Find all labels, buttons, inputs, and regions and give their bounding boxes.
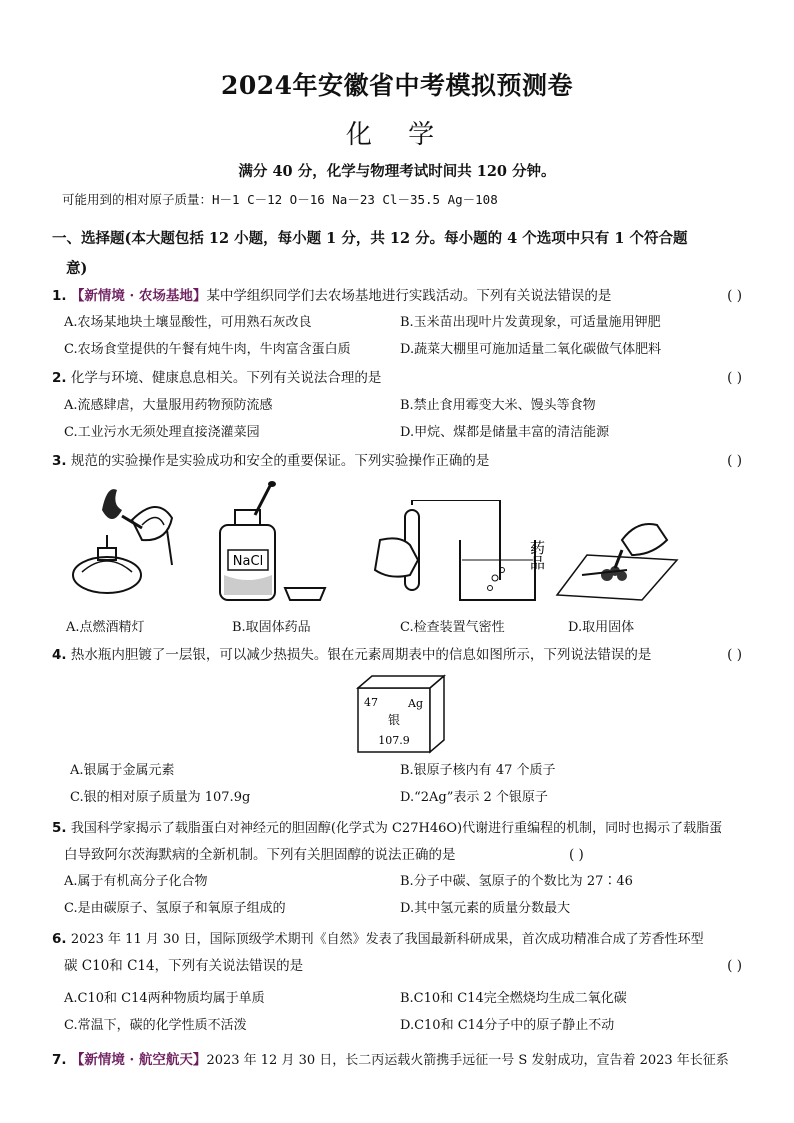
answer-bracket: ( ) <box>727 958 742 974</box>
q3-option-a: A.点燃酒精灯 <box>66 620 145 635</box>
q3-option-d: D.取用固体 <box>568 620 635 635</box>
element-symbol: Ag <box>408 697 423 710</box>
q4-options-row-2 <box>70 785 740 811</box>
q3-figures <box>52 480 752 625</box>
section-heading <box>52 224 742 284</box>
question-stem: 规范的实验操作是实验成功和安全的重要保证。下列实验操作正确的是 <box>70 453 490 469</box>
option-d: D.C10和 C14分子中的原子静止不动 <box>400 1018 615 1033</box>
context-tag: 【新情境 · 航空航天】 <box>70 1052 207 1068</box>
element-cell <box>356 674 446 754</box>
option-a: A.属于有机高分子化合物 <box>64 874 208 889</box>
option-b: B.分子中碳、氢原子的个数比为 27∶46 <box>400 874 633 889</box>
question-stem-line-2: 碳 C10和 C14，下列有关说法错误的是 <box>64 958 304 974</box>
answer-bracket: ( ) <box>727 453 742 469</box>
question-number: 2. <box>52 370 67 386</box>
option-d: D.“2Ag”表示 2 个银原子 <box>400 790 548 805</box>
context-tag: 【新情境 · 农场基地】 <box>70 288 207 304</box>
question-2 <box>52 365 742 391</box>
alcohol-lamp-figure <box>62 480 192 600</box>
question-stem: 热水瓶内胆镀了一层银，可以减少热损失。银在元素周期表中的信息如图所示，下列说法错误的是 <box>70 647 652 663</box>
atomic-number: 47 <box>364 696 378 709</box>
question-5 <box>52 815 742 842</box>
option-a: A.银属于金属元素 <box>70 763 175 778</box>
question-stem: 某中学组织同学们去农场基地进行实践活动。下列有关说法错误的是 <box>206 288 612 304</box>
option-a: A.流感肆虐，大量服用药物预防流感 <box>64 398 273 413</box>
option-c: C.工业污水无须处理直接浇灌菜园 <box>64 425 260 440</box>
question-1 <box>52 283 742 309</box>
q6-options-row-2 <box>64 1013 734 1039</box>
question-number: 4. <box>52 647 67 663</box>
option-b: B.禁止食用霉变大米、馒头等食物 <box>400 398 596 413</box>
answer-bracket: ( ) <box>727 647 742 663</box>
question-6 <box>52 926 742 953</box>
option-c: C.常温下，碳的化学性质不活泼 <box>64 1018 247 1033</box>
q5-options-row-1 <box>64 869 734 895</box>
section-line-1: 一、选择题(本大题包括 12 小题，每小题 1 分，共 12 分。每小题的 4 个选项中只有 1 个符合题 <box>52 230 688 247</box>
question-5-cont <box>64 842 742 868</box>
nacl-bottle-figure <box>210 480 340 610</box>
section-line-2: 意) <box>66 260 88 277</box>
q5-options-row-2 <box>64 896 734 922</box>
q3-option-b: B.取固体药品 <box>232 620 311 635</box>
option-b: B.C10和 C14完全燃烧均生成二氧化碳 <box>400 991 627 1006</box>
answer-bracket: ( ) <box>727 370 742 386</box>
question-stem: 化学与环境、健康息息相关。下列有关说法合理的是 <box>70 370 382 386</box>
q1-options-row-2 <box>64 337 734 363</box>
q4-options-row-1 <box>70 758 740 784</box>
question-stem: 2023 年 12 月 30 日，长二丙运载火箭携手远征一号 S 发射成功，宣告着 2023 年长征系 <box>206 1053 729 1068</box>
q6-options-row-1 <box>64 986 734 1012</box>
option-b: B.银原子核内有 47 个质子 <box>400 763 556 778</box>
q1-options-row-1 <box>64 310 734 336</box>
answer-bracket: ( ) <box>569 847 584 863</box>
element-name: 银 <box>387 713 401 727</box>
option-c: C.是由碳原子、氢原子和氧原子组成的 <box>64 901 286 916</box>
q2-options-row-1 <box>64 393 734 419</box>
drug-label: 药品 <box>528 540 546 570</box>
question-6-cont <box>64 953 742 979</box>
take-solid-figure <box>527 500 687 610</box>
question-4 <box>52 642 742 668</box>
atomic-mass: 107.9 <box>378 734 410 747</box>
question-7 <box>52 1047 742 1074</box>
q3-option-c: C.检查装置气密性 <box>400 620 505 635</box>
answer-bracket: ( ) <box>727 288 742 304</box>
question-number: 3. <box>52 453 67 469</box>
option-b: B.玉米苗出现叶片发黄现象，可适量施用钾肥 <box>400 315 661 330</box>
score-note: 满分 40 分，化学与物理考试时间共 120 分钟。 <box>238 163 556 180</box>
bottle-label: NaCl <box>232 554 264 569</box>
option-a: A.C10和 C14两种物质均属于单质 <box>64 991 265 1006</box>
question-3 <box>52 448 742 474</box>
option-d: D.甲烷、煤都是储量丰富的清洁能源 <box>400 425 610 440</box>
option-d: D.蔬菜大棚里可施加适量二氧化碳做气体肥料 <box>400 342 662 357</box>
question-stem-line-1: 我国科学家揭示了载脂蛋白对神经元的胆固醇(化学式为 C27H46O)代谢进行重编程的机制，同时也揭示了载脂蛋 <box>70 821 723 836</box>
q2-options-row-2 <box>64 420 734 446</box>
option-c: C.农场食堂提供的午餐有炖牛肉，牛肉富含蛋白质 <box>64 342 351 357</box>
subject-title: 化 学 <box>345 120 449 150</box>
question-stem-line-1: 2023 年 11 月 30 日，国际顶级学术期刊《自然》发表了我国最新科研成果，首次成功精准合成了芳香性环型 <box>70 932 704 947</box>
option-a: A.农场某地块土壤显酸性，可用熟石灰改良 <box>64 315 312 330</box>
option-d: D.其中氢元素的质量分数最大 <box>400 901 571 916</box>
question-number: 5. <box>52 820 67 836</box>
question-number: 1. <box>52 288 67 304</box>
question-stem-line-2: 白导致阿尔茨海默病的全新机制。下列有关胆固醇的说法正确的是 <box>64 847 456 863</box>
question-number: 6. <box>52 931 67 947</box>
atomic-masses: 可能用到的相对原子质量：H－1 C－12 O－16 Na－23 Cl－35.5 Ag－108 <box>62 192 498 207</box>
paper-title: 2024年安徽省中考模拟预测卷 <box>220 71 574 100</box>
option-c: C.银的相对原子质量为 107.9g <box>70 790 251 805</box>
question-number: 7. <box>52 1052 67 1068</box>
